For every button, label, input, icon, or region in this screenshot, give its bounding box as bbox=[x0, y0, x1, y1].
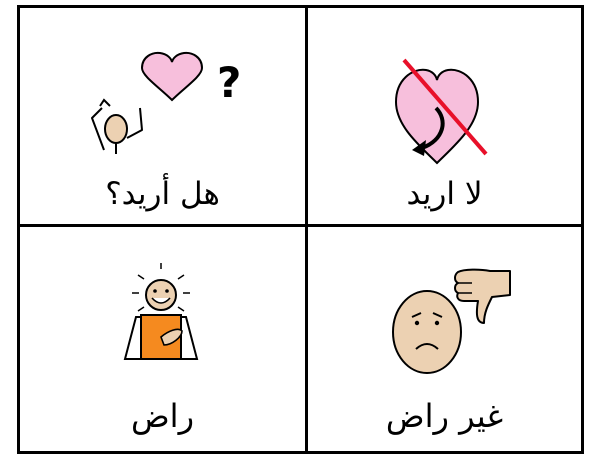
card-label: راض bbox=[130, 397, 195, 435]
symbol-card-dont-want[interactable] bbox=[308, 8, 581, 224]
symbol-card-dissatisfied[interactable] bbox=[308, 227, 581, 451]
symbol-card-do-i-want[interactable] bbox=[20, 8, 305, 224]
card-label: غير راض bbox=[385, 397, 504, 435]
svg-text:?: ? bbox=[217, 58, 242, 107]
symbol-card-satisfied[interactable] bbox=[20, 227, 305, 451]
card-label: لا اريد bbox=[406, 176, 483, 212]
card-label: هل أريد؟ bbox=[105, 176, 220, 212]
